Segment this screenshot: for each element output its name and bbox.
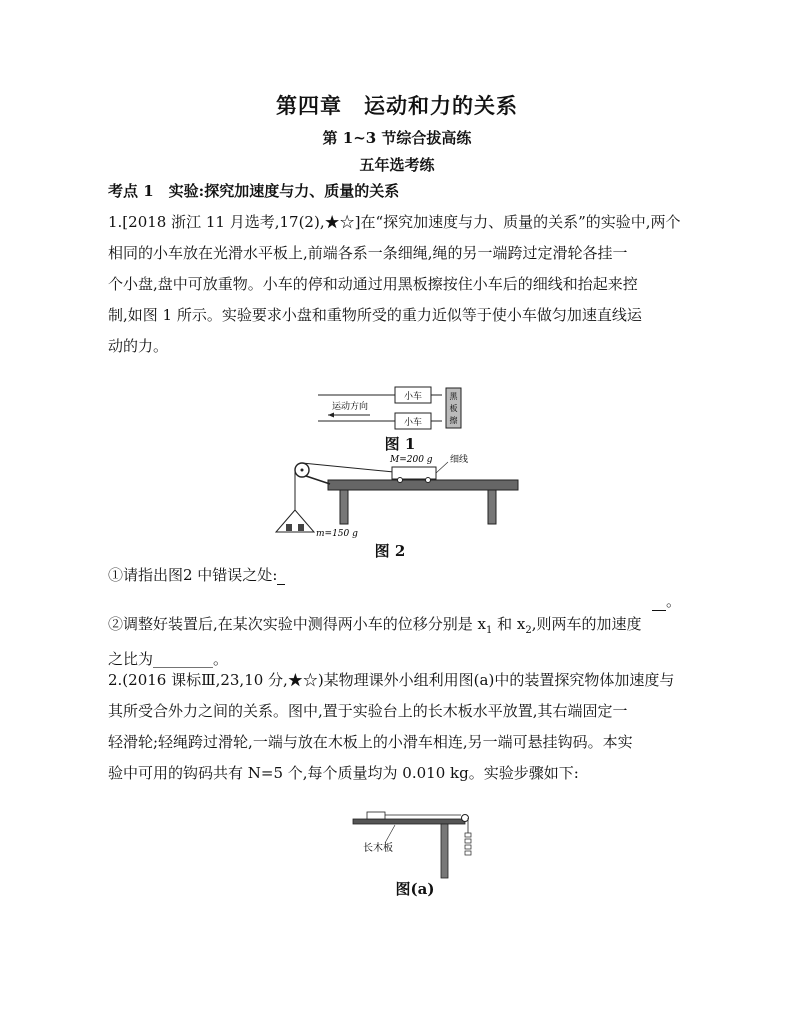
- cart-bottom-label: 小车: [403, 418, 423, 428]
- pulley-clamp: [306, 476, 330, 484]
- question-1-text: ①请指出图2 中错误之处:: [108, 566, 278, 584]
- answer-blank-1-end: [652, 590, 681, 611]
- question-2-text: 和 x: [492, 615, 526, 633]
- blank-1-period: 。: [666, 592, 682, 610]
- problem-2-line: 其所受合外力之间的关系。图中,置于实验台上的长木板水平放置,其右端固定一: [108, 702, 628, 720]
- figure-2-diagram: [270, 448, 530, 542]
- table-top: [328, 480, 518, 490]
- motion-direction-label: 运动方向: [332, 402, 369, 412]
- weight: [286, 524, 292, 531]
- cart-top-label: 小车: [403, 392, 423, 402]
- question-2-text: ,则两车的加速度: [531, 615, 642, 633]
- eraser-char-1: 黑: [449, 392, 458, 401]
- board-leader: [385, 825, 395, 843]
- problem-2-line: 2.(2016 课标Ⅲ,23,10 分,★☆)某物理课外小组利用图(a)中的装置探究物体加速度与: [108, 671, 675, 689]
- figure-2-caption: 图 2: [374, 542, 406, 560]
- topic-heading: 考点 1 实验:探究加速度与力、质量的关系: [108, 182, 400, 200]
- problem-1-line: 个小盘,盘中可放重物。小车的停和动通过用黑板擦按住小车后的细线和抬起来控: [108, 275, 638, 293]
- string-label: 细线: [450, 455, 469, 465]
- eraser-char-3: 擦: [449, 416, 458, 425]
- hook-weight: [465, 845, 471, 849]
- table-leg-right: [488, 490, 496, 524]
- cart-wheel: [426, 478, 431, 483]
- problem-1-line: 1.[2018 浙江 11 月选考,17(2),★☆]在“探究加速度与力、质量的关系”的实验中,两个: [108, 213, 681, 231]
- page-title: 第四章 运动和力的关系: [276, 93, 518, 118]
- cart-wheel: [398, 478, 403, 483]
- hook-weight: [465, 839, 471, 843]
- small-cart: [367, 812, 385, 819]
- problem-1-line: 相同的小车放在光滑水平板上,前端各系一条细绳,绳的另一端跨过定滑轮各挂一: [108, 244, 628, 262]
- figure-a-caption: 图(a): [395, 880, 435, 898]
- question-2-period: 。: [213, 650, 229, 668]
- hook-weight: [465, 833, 471, 837]
- cart-body: [392, 467, 436, 479]
- problem-2-line: 验中可用的钩码共有 N=5 个,每个质量均为 0.010 kg。实验步骤如下:: [108, 764, 579, 782]
- figure-1-diagram: [310, 383, 480, 433]
- pulley-axle: [301, 469, 304, 472]
- problem-2-line: 轻滑轮;轻绳跨过滑轮,一端与放在木板上的小滑车相连,另一端可悬挂钩码。本实: [108, 733, 633, 751]
- long-board: [353, 819, 465, 824]
- pan-hanger: [276, 510, 314, 532]
- weight: [298, 524, 304, 531]
- answer-blank-1-tail[interactable]: [652, 592, 666, 611]
- figure-1-caption: 图 1: [384, 435, 416, 453]
- table-leg-left: [340, 490, 348, 524]
- pulley-icon: [462, 815, 469, 822]
- question-2: [108, 610, 688, 673]
- question-2-text: 之比为: [108, 650, 154, 668]
- table-leg: [441, 824, 448, 878]
- question-2-text: ②调整好装置后,在某次实验中测得两小车的位移分别是 x: [108, 615, 486, 633]
- hook-weight: [465, 851, 471, 855]
- figure-a-diagram: [345, 805, 485, 880]
- problem-1-text: [108, 207, 688, 362]
- string-horizontal: [302, 463, 394, 472]
- problem-1-line: 动的力。: [108, 337, 169, 355]
- question-1: [108, 564, 285, 585]
- cart-mass-label: M=200 g: [390, 455, 433, 465]
- subscript-1: 1: [486, 625, 493, 636]
- answer-blank-1[interactable]: [277, 566, 285, 585]
- board-label: 长木板: [363, 843, 393, 854]
- problem-2-text: [108, 665, 688, 789]
- problem-1-line: 制,如图 1 所示。实验要求小盘和重物所受的重力近似等于使小车做匀加速直线运: [108, 306, 642, 324]
- string-leader: [436, 462, 448, 473]
- answer-blank-2[interactable]: ________: [153, 650, 214, 668]
- section-subtitle: 第 1~3 节综合拔高练: [322, 129, 472, 147]
- arrow-head-icon: [328, 413, 334, 418]
- question-2-line-1: [108, 610, 688, 645]
- subscript-2: 2: [525, 625, 532, 636]
- eraser-char-2: 板: [449, 404, 458, 413]
- pan-mass-label: m=150 g: [316, 529, 358, 539]
- section-heading: 五年选考练: [359, 156, 435, 174]
